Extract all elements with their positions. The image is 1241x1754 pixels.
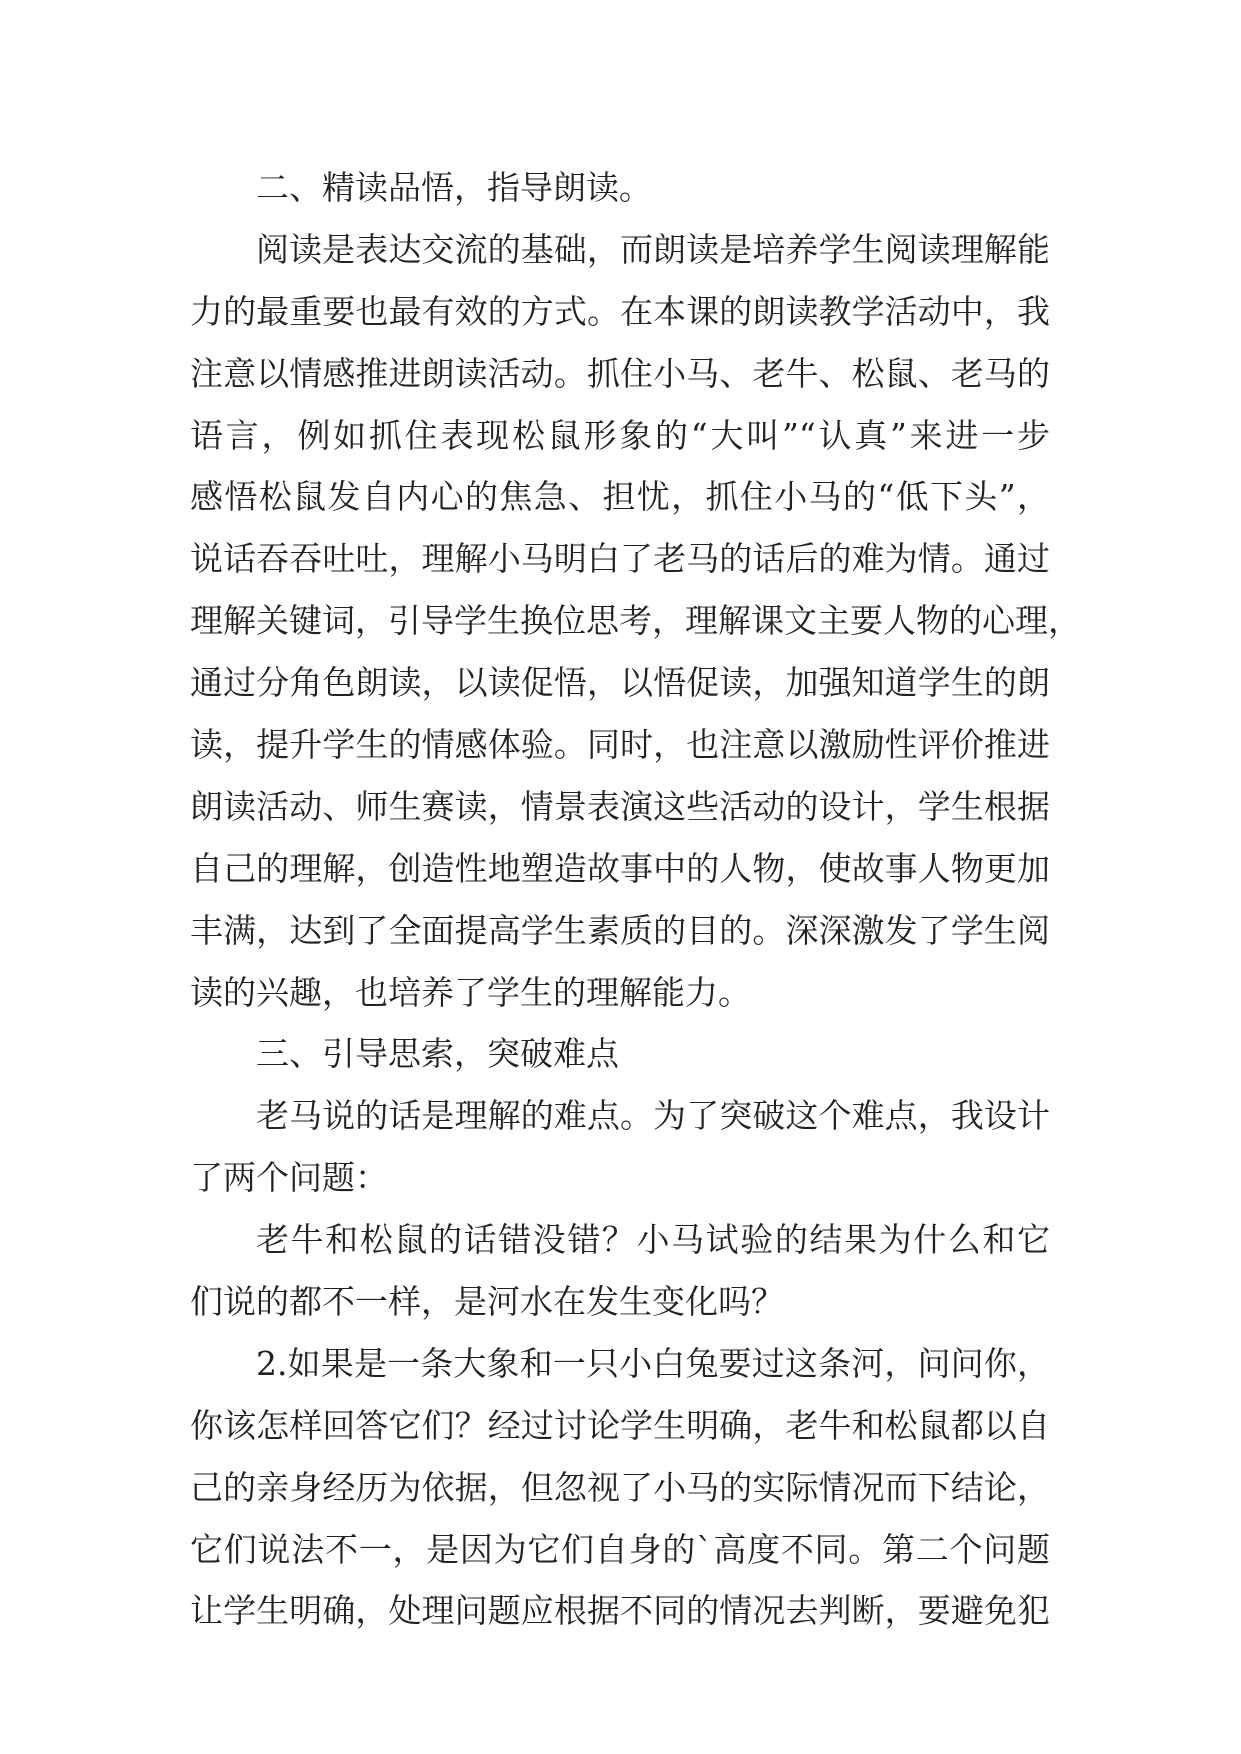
text-line: 你该怎样回答它们？经过讨论学生明确，老牛和松鼠都以自	[190, 1405, 1050, 1445]
text-line: 它们说法不一，是因为它们自身的`高度不同。第二个问题	[190, 1529, 1050, 1569]
text-line: 丰满，达到了全面提高学生素质的目的。深深激发了学生阅	[190, 910, 1050, 950]
text-line: 通过分角色朗读，以读促悟，以悟促读，加强知道学生的朗	[190, 663, 1050, 703]
text-line: 注意以情感推进朗读活动。抓住小马、老牛、松鼠、老马的	[190, 353, 1050, 393]
text-line: 朗读活动、师生赛读，情景表演这些活动的设计，学生根据	[190, 786, 1050, 826]
text-line: 们说的都不一样，是河水在发生变化吗？	[190, 1282, 784, 1322]
text-line: 语言，例如抓住表现松鼠形象的“大叫”“认真”来进一步	[190, 415, 1050, 455]
text-line: 三、引导思索，突破难点	[256, 1034, 619, 1074]
text-line: 力的最重要也最有效的方式。在本课的朗读教学活动中，我	[190, 291, 1050, 331]
text-line: 二、精读品悟，指导朗读。	[256, 168, 652, 207]
text-line: 理解关键词，引导学生换位思考，理解课文主要人物的心理，	[190, 601, 1081, 641]
text-line: 读，提升学生的情感体验。同时，也注意以激励性评价推进	[190, 725, 1050, 765]
text-line: 感悟松鼠发自内心的焦急、担忧，抓住小马的“低下头”，	[190, 477, 1050, 517]
text-line: 让学生明确，处理问题应根据不同的情况去判断，要避免犯	[190, 1591, 1050, 1631]
document-body	[190, 157, 1081, 1642]
text-line: 己的亲身经历为依据，但忽视了小马的实际情况而下结论，	[190, 1467, 1050, 1507]
text-line: 了两个问题：	[190, 1158, 388, 1198]
text-line: 说话吞吞吐吐，理解小马明白了老马的话后的难为情。通过	[190, 539, 1050, 579]
text-line: 2.如果是一条大象和一只小白兔要过这条河，问问你，	[256, 1343, 1050, 1383]
text-line: 老马说的话是理解的难点。为了突破这个难点，我设计	[256, 1096, 1050, 1136]
text-line: 老牛和松鼠的话错没错？小马试验的结果为什么和它	[256, 1220, 1050, 1260]
text-line: 读的兴趣，也培养了学生的理解能力。	[190, 972, 751, 1012]
text-line: 自己的理解，创造性地塑造故事中的人物，使故事人物更加	[190, 848, 1050, 888]
text-line: 阅读是表达交流的基础，而朗读是培养学生阅读理解能	[256, 229, 1050, 269]
